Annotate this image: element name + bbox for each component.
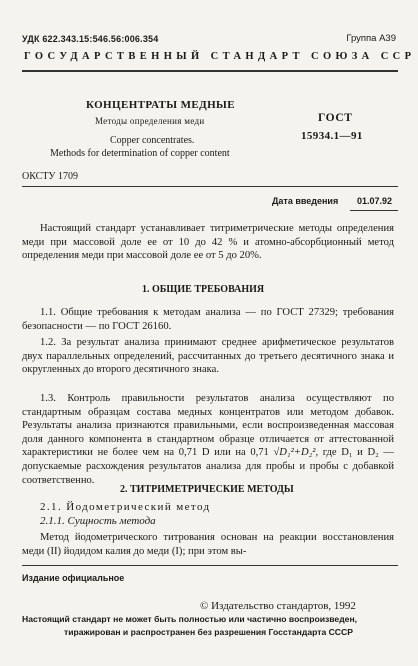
standard-title: ГОСУДАРСТВЕННЫЙ СТАНДАРТ СОЮЗА ССР [24, 51, 416, 62]
section1-paragraph-3-text: 1.3. Контроль правильности результатов анализа осуществляют по стандартным образцам состава медных концентратов или методом добавок. Результаты анализа признаются правильными, если воспроизведенная массовая доля данного компонента в стандартном образце отличается от аттестованной характеристики не более чем на 0,71 D или на 0,71 [22, 393, 394, 459]
udk-code: УДК 622.343.15:546.56:006.354 [22, 34, 159, 44]
document-title-en: Copper concentrates. [110, 135, 195, 146]
section2-subheading-1: 2.1. Йодометрический метод [40, 501, 211, 513]
edition-note: Издание официальное [22, 573, 125, 583]
okstu-code: ОКСТУ 1709 [22, 171, 79, 182]
formula: √D₁²+D₂² [273, 447, 316, 459]
copyright-notice-line-2: тиражирован и распространен без разрешения Госстандарта СССР [64, 627, 353, 637]
section2-subheading-2: 2.1.1. Сущность метода [40, 515, 156, 527]
document-subtitle: Методы определения меди [95, 116, 205, 126]
okstu-divider [22, 186, 398, 187]
section1-paragraph-2: 1.2. За результат анализа принимают среднее арифметическое результатов двух параллельных определений, рассчитанных до третьего десятичного знака и округленных до второго десятичного знака. [22, 337, 394, 376]
group-code: Группа А39 [346, 33, 396, 44]
document-title: КОНЦЕНТРАТЫ МЕДНЫЕ [86, 99, 235, 111]
section2-paragraph-1: Метод йодометрического титрования основан на реакции восстановления меди (II) йодидом калия до меди (I); при этом вы- [22, 532, 394, 557]
date-value: 01.07.92 [357, 196, 393, 206]
gost-number: 15934.1—91 [301, 130, 363, 142]
intro-paragraph: Настоящий стандарт устанавливает титриметрические методы определения меди при массовой доле ее от 10 до 42 % и атомно-абсорбционный метод определения меди при массовой доле ее от 5 до 20%. [22, 223, 394, 262]
gost-label: ГОСТ [318, 112, 353, 124]
date-label: Дата введения [272, 196, 339, 206]
header-divider [22, 70, 398, 72]
copyright: © Издательство стандартов, 1992 [200, 600, 356, 612]
date-underline [350, 210, 398, 211]
section1-paragraph-3-tail: , где D₁ и D₂ — допускаемые расхождения результатов анализа для пробы и пробы с добавкой соответственно. [22, 447, 394, 486]
section2-heading: 2. ТИТРИМЕТРИЧЕСКИЕ МЕТОДЫ [120, 484, 294, 495]
section1-paragraph-1: 1.1. Общие требования к методам анализа — по ГОСТ 27329; требования безопасности — по ГОСТ 26160. [22, 307, 394, 332]
document-subtitle-en: Methods for determination of copper content [50, 148, 230, 159]
section1-heading: 1. ОБЩИЕ ТРЕБОВАНИЯ [142, 284, 265, 295]
footer-divider [22, 565, 398, 566]
section1-paragraph-3 [22, 392, 394, 487]
copyright-notice-line-1: Настоящий стандарт не может быть полностью или частично воспроизведен, [22, 614, 358, 624]
